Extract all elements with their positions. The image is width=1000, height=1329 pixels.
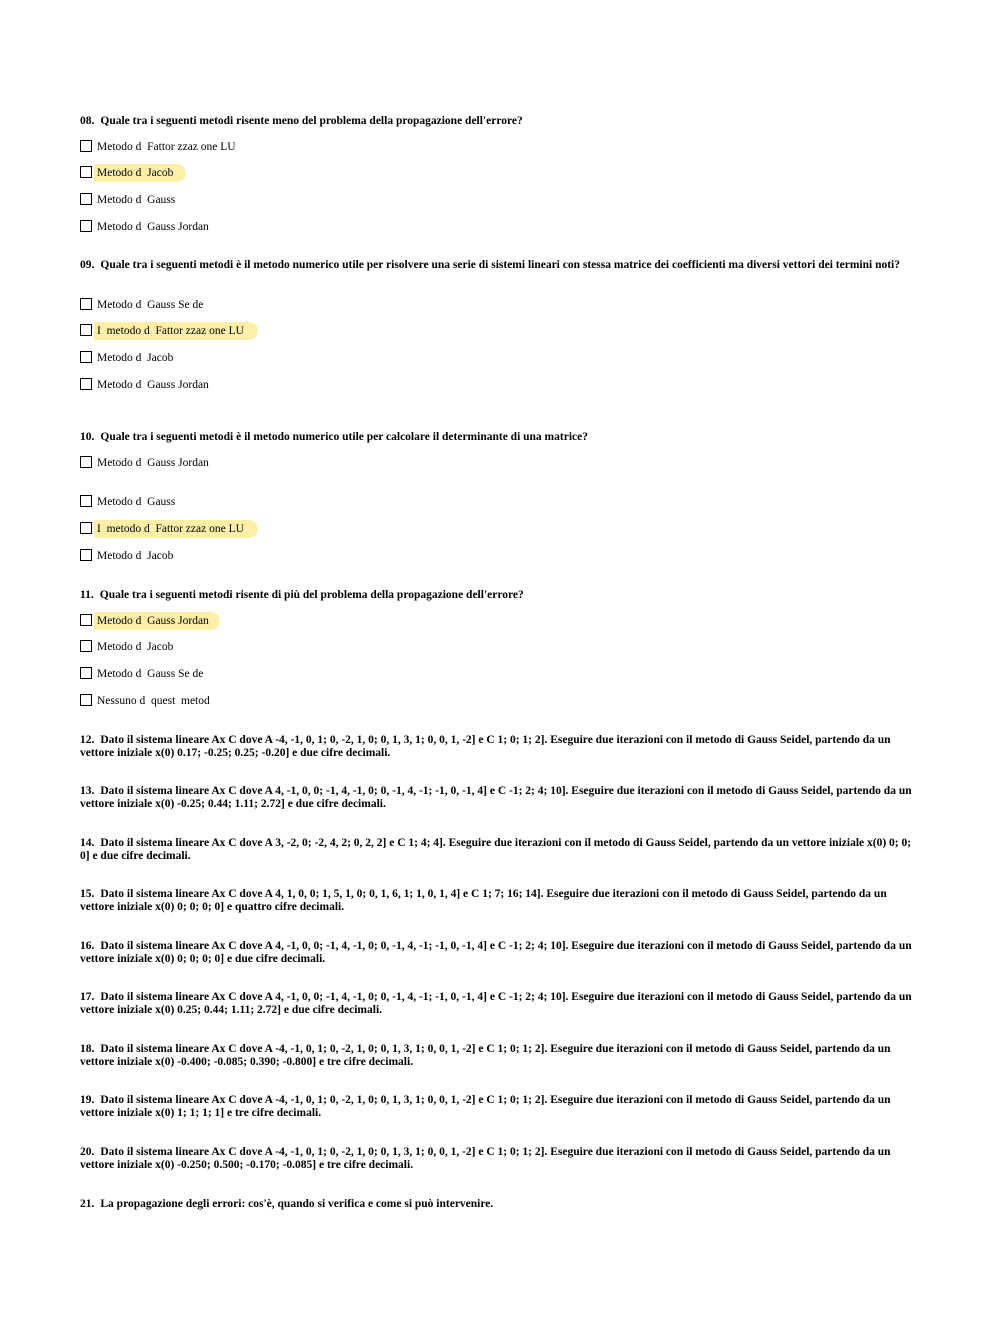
question-13 [80, 785, 920, 811]
option-label: Metodo d Fattor zzaz one LU [97, 141, 236, 153]
question-number: 13. [80, 785, 95, 797]
question-18 [80, 1043, 920, 1069]
option-label: Metodo d Jacob [97, 641, 174, 653]
question-text: Dato il sistema lineare Ax C dove A -4, -1, 0, 1; 0, -2, 1, 0; 0, 1, 3, 1; 0, 0, 1, -2] e C 1; 0; 1; 2]. Eseguire due iterazioni con il metodo di Gauss Seidel, partendo da un vettore iniziale x(0) -0.400; -0.085; 0.390; -0.800] e tre cifre decimali. [80, 1043, 891, 1068]
checkbox[interactable] [80, 522, 92, 534]
question-text: Dato il sistema lineare Ax C dove A 3, -2, 0; -2, 4, 2; 0, 2, 2] e C 1; 4; 4]. Eseguire due iterazioni con il metodo di Gauss Seidel, partendo da un vettore iniziale x(0) 0; 0; 0] e due cifre decimali. [80, 837, 912, 862]
question-08 [80, 115, 920, 128]
question-text: La propagazione degli errori: cos'è, quando si verifica e come si può intervenire. [100, 1198, 494, 1210]
option-label: I metodo d Fattor zzaz one LU [97, 325, 244, 337]
question-number: 09. [80, 259, 95, 271]
question-19 [80, 1094, 920, 1120]
checkbox[interactable] [80, 351, 92, 363]
option-label: I metodo d Fattor zzaz one LU [97, 523, 244, 535]
checkbox[interactable] [80, 667, 92, 679]
question-text: Quale tra i seguenti metodi risente meno del problema della propagazione dell'errore? [100, 115, 523, 127]
question-number: 16. [80, 940, 95, 952]
question-number: 17. [80, 991, 95, 1003]
option-label: Metodo d Jacob [97, 167, 174, 179]
option-label: Metodo d Gauss Jordan [97, 457, 209, 469]
checkbox[interactable] [80, 614, 92, 626]
checkbox[interactable] [80, 549, 92, 561]
question-text: Dato il sistema lineare Ax C dove A 4, -1, 0, 0; -1, 4, -1, 0; 0, -1, 4, -1; -1, 0, -1, 4] e C -1; 2; 4; 10]. Eseguire due iterazioni con il metodo di Gauss Seidel, partendo da un vettore iniziale x(0) 0; 0; 0; 0] e due cifre decimali. [80, 940, 912, 965]
question-number: 08. [80, 115, 95, 127]
checkbox[interactable] [80, 640, 92, 652]
question-number: 11. [80, 589, 94, 601]
checkbox[interactable] [80, 298, 92, 310]
question-text: Quale tra i seguenti metodi risente di più del problema della propagazione dell'errore? [99, 589, 524, 601]
option-label: Metodo d Gauss Jordan [97, 221, 209, 233]
question-text: Quale tra i seguenti metodi è il metodo numerico utile per calcolare il determinante di una matrice? [100, 431, 588, 443]
option-label: Metodo d Gauss Jordan [97, 615, 209, 627]
question-16 [80, 940, 920, 966]
option-label: Metodo d Gauss Jordan [97, 379, 209, 391]
option-label: Metodo d Gauss [97, 194, 176, 206]
checkbox[interactable] [80, 220, 92, 232]
question-15 [80, 888, 920, 914]
question-14 [80, 837, 920, 863]
question-number: 20. [80, 1146, 95, 1158]
question-text: Dato il sistema lineare Ax C dove A 4, 1, 0, 0; 1, 5, 1, 0; 0, 1, 6, 1; 1, 0, 1, 4] e C 1; 7; 16; 14]. Eseguire due iterazioni con il metodo di Gauss Seidel, partendo da un vettore iniziale x(0) 0; 0; 0; 0] e quattro cifre decimali. [80, 888, 887, 913]
question-number: 12. [80, 734, 95, 746]
question-text: Dato il sistema lineare Ax C dove A -4, -1, 0, 1; 0, -2, 1, 0; 0, 1, 3, 1; 0, 0, 1, -2] e C 1; 0; 1; 2]. Eseguire due iterazioni con il metodo di Gauss Seidel, partendo da un vettore iniziale x(0) 0.17; -0.25; 0.25; -0.20] e due cifre decimali. [80, 734, 891, 759]
checkbox[interactable] [80, 378, 92, 390]
option-label: Metodo d Gauss Se de [97, 668, 204, 680]
question-number: 21. [80, 1198, 95, 1210]
question-20 [80, 1146, 920, 1172]
option-label: Metodo d Jacob [97, 352, 174, 364]
question-10 [80, 431, 920, 444]
question-number: 10. [80, 431, 95, 443]
question-17 [80, 991, 920, 1017]
checkbox[interactable] [80, 324, 92, 336]
option-label: Nessuno d quest metod [97, 695, 210, 707]
checkbox[interactable] [80, 694, 92, 706]
question-text: Quale tra i seguenti metodi è il metodo numerico utile per risolvere una serie di sistemi lineari con stessa matrice dei coefficienti ma diversi vettori dei termini noti? [100, 259, 900, 271]
option-label: Metodo d Gauss Se de [97, 299, 204, 311]
question-number: 14. [80, 837, 95, 849]
checkbox[interactable] [80, 140, 92, 152]
checkbox[interactable] [80, 456, 92, 468]
option-label: Metodo d Jacob [97, 550, 174, 562]
question-12 [80, 734, 920, 760]
question-21 [80, 1198, 920, 1211]
question-text: Dato il sistema lineare Ax C dove A 4, -1, 0, 0; -1, 4, -1, 0; 0, -1, 4, -1; -1, 0, -1, 4] e C -1; 2; 4; 10]. Eseguire due iterazioni con il metodo di Gauss Seidel, partendo da un vettore iniziale x(0) 0.25; 0.44; 1.11; 2.72] e due cifre decimali. [80, 991, 912, 1016]
checkbox[interactable] [80, 193, 92, 205]
question-text: Dato il sistema lineare Ax C dove A -4, -1, 0, 1; 0, -2, 1, 0; 0, 1, 3, 1; 0, 0, 1, -2] e C 1; 0; 1; 2]. Eseguire due iterazioni con il metodo di Gauss Seidel, partendo da un vettore iniziale x(0) -0.250; 0.500; -0.170; -0.085] e tre cifre decimali. [80, 1146, 891, 1171]
question-number: 19. [80, 1094, 95, 1106]
question-text: Dato il sistema lineare Ax C dove A -4, -1, 0, 1; 0, -2, 1, 0; 0, 1, 3, 1; 0, 0, 1, -2] e C 1; 0; 1; 2]. Eseguire due iterazioni con il metodo di Gauss Seidel, partendo da un vettore iniziale x(0) 1; 1; 1; 1] e tre cifre decimali. [80, 1094, 891, 1119]
question-number: 15. [80, 888, 95, 900]
checkbox[interactable] [80, 166, 92, 178]
option-label: Metodo d Gauss [97, 496, 176, 508]
question-text: Dato il sistema lineare Ax C dove A 4, -1, 0, 0; -1, 4, -1, 0; 0, -1, 4, -1; -1, 0, -1, 4] e C -1; 2; 4; 10]. Eseguire due iterazioni con il metodo di Gauss Seidel, partendo da un vettore iniziale x(0) -0.25; 0.44; 1.11; 2.72] e due cifre decimali. [80, 785, 912, 810]
checkbox[interactable] [80, 495, 92, 507]
question-11 [80, 589, 920, 602]
question-number: 18. [80, 1043, 95, 1055]
question-09 [80, 259, 920, 272]
